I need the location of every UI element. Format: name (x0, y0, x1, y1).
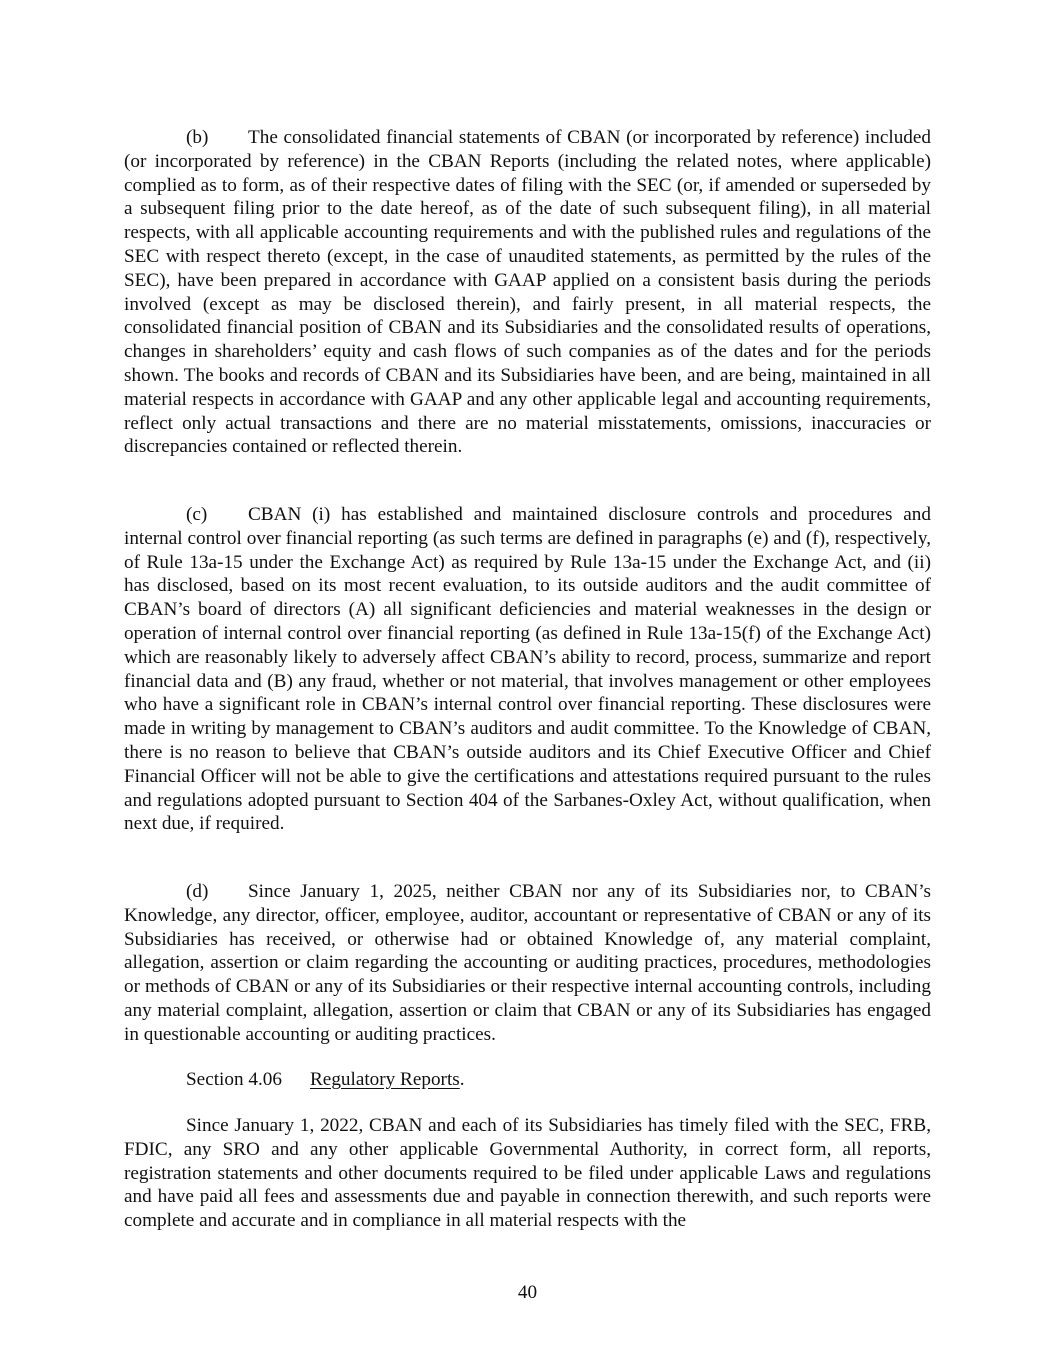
paragraph-d-text: Since January 1, 2025, neither CBAN nor any of its Subsidiaries nor, to CBAN’s Knowledge, any director, officer, employee, auditor, accountant or representative of CBAN or any of its Subsidiaries has received, or otherwise had or obtained Knowledge of, any material complaint, allegation, assertion or claim regarding the accounting or auditing practices, procedures, methodologies or methods of CBAN or any of its Subsidiaries or their respective internal accounting controls, including any material complaint, allegation, assertion or claim that CBAN or any of its Subsidiaries has engaged in questionable accounting or auditing practices. (124, 881, 931, 1045)
paragraph-d-label: (d) (186, 881, 209, 902)
section-title-period: . (459, 1069, 465, 1090)
section-number: Section 4.06 (186, 1069, 282, 1090)
paragraph-c-label: (c) (186, 504, 208, 525)
paragraph-c-text: CBAN (i) has established and maintained disclosure controls and procedures and internal control over financial reporting (as such terms are defined in paragraphs (e) and (f), respectively, of Rule 13a-15 under the Exchange Act) as required by Rule 13a-15 under the Exchange Act, and (ii) has disclosed, based on its most recent evaluation, to its outside auditors and the audit committee of CBAN’s board of directors (A) all significant deficiencies and material weaknesses in the design or operation of internal control over financial reporting (as defined in Rule 13a-15(f) of the Exchange Act) which are reasonably likely to adversely affect CBAN’s ability to record, process, summarize and report financial data and (B) any fraud, whether or not material, that involves management or other employees who have a significant role in CBAN’s internal control over financial reporting. These disclosures were made in writing by management to CBAN’s auditors and audit committee. To the Knowledge of CBAN, there is no reason to believe that CBAN’s outside auditors and its Chief Executive Officer and Chief Financial Officer will not be able to give the certifications and attestations required pursuant to the rules and regulations adopted pursuant to Section 404 of the Sarbanes-Oxley Act, without qualification, when next due, if required. (124, 504, 931, 835)
paragraph-b-text: The consolidated financial statements of CBAN (or incorporated by reference) included (or incorporated by reference) in the CBAN Reports (including the related notes, where applicable) complied as to form, as of their respective dates of filing with the SEC (or, if amended or superseded by a subsequent filing prior to the date hereof, as of the date of such subsequent filing), in all material respects, with all applicable accounting requirements and with the published rules and regulations of the SEC with respect thereto (except, in the case of unaudited statements, as permitted by the rules of the SEC), have been prepared in accordance with GAAP applied on a consistent basis during the periods involved (except as may be disclosed therein), and fairly present, in all material respects, the consolidated financial position of CBAN and its Subsidiaries and the consolidated results of operations, changes in shareholders’ equity and cash flows of such companies as of the dates and for the periods shown. The books and records of CBAN and its Subsidiaries have been, and are being, maintained in all material respects in accordance with GAAP and any other applicable legal and accounting requirements, reflect only actual transactions and there are no material misstatements, omissions, inaccuracies or discrepancies contained or reflected therein. (124, 127, 931, 458)
paragraph-regulatory-reports: Since January 1, 2022, CBAN and each of its Subsidiaries has timely filed with the SEC, FRB, FDIC, any SRO and any other applicable Governmental Authority, in correct form, all reports, registration statements and other documents required to be filed under applicable Laws and regulations and have paid all fees and assessments due and payable in connection therewith, and such reports were complete and accurate and in compliance in all material respects with the (124, 1115, 931, 1232)
paragraph-b-label: (b) (186, 127, 209, 148)
paragraph-b (124, 126, 931, 459)
paragraph-d (124, 880, 931, 1047)
page-number: 40 (517, 1282, 538, 1303)
paragraph-c (124, 503, 931, 836)
section-heading (186, 1068, 465, 1092)
section-title: Regulatory Reports (310, 1069, 460, 1090)
